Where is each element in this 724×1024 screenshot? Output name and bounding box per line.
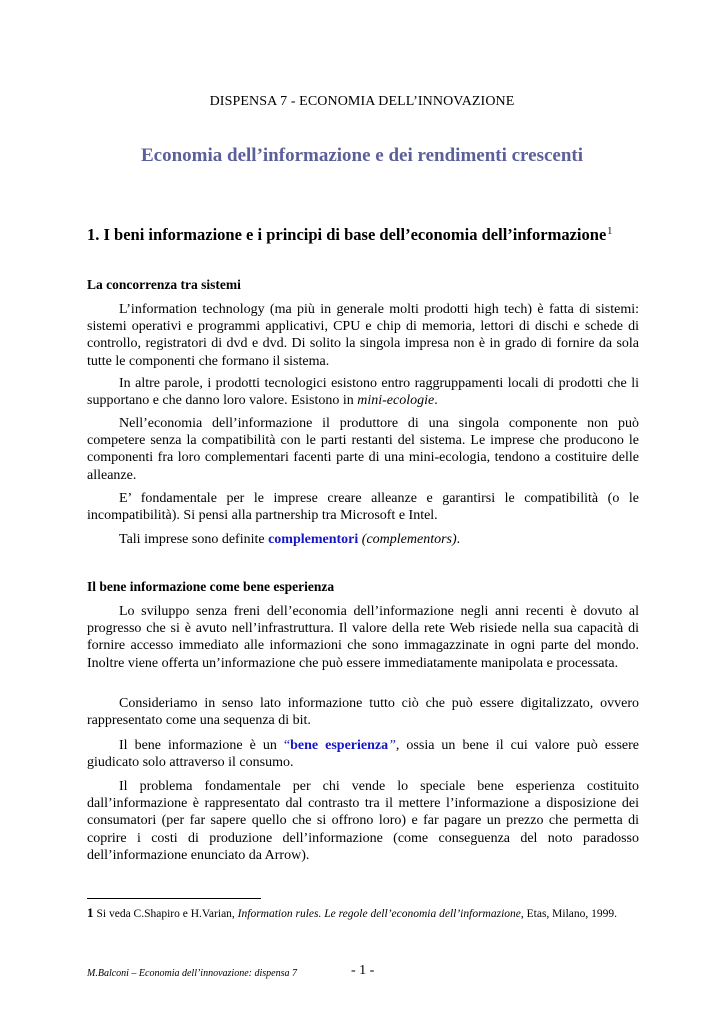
paragraph: Il problema fondamentale per chi vende lo speciale bene esperienza costituito dall’informazione è rappresentato dal contrasto tra il mettere l’informazione a disposizione dei consumatori (per far sapere quello che si offrono loro) e far pagare un prezzo che permetta di coprire i costi di produzione dell’informazione (come conseguenza del noto paradosso dell’informazione enunciato da Arrow). <box>87 779 639 863</box>
book-title: Information rules. Le regole dell’economia dell’informazione <box>237 908 521 920</box>
term-complementori: complementori <box>268 532 359 547</box>
section-heading-text: 1. I beni informazione e i principi di base dell’economia dell’informazione <box>87 225 607 244</box>
footnote-text: Si veda C.Shapiro e H.Varian, <box>96 908 238 920</box>
footnote-separator <box>87 898 261 899</box>
document-title: Economia dell’informazione e dei rendimenti crescenti <box>140 145 584 166</box>
open-quote: “ <box>283 738 291 753</box>
running-header: DISPENSA 7 - ECONOMIA DELL’INNOVAZIONE <box>209 94 515 109</box>
paragraph: L’information technology (ma più in generale molti prodotti high tech) è fatta di sistemi: sistemi operativi e programmi applicativi, CPU e chip di memoria, lettori di dischi e schede di controllo, registratori di dvd e dvd. Di solito la singola impresa non è in grado di fornire da sola tutte le componenti che formano il sistema. <box>87 302 639 369</box>
emphasis-mini-ecologie: mini-ecologie <box>357 393 435 409</box>
footnote-text: , Etas, Milano, 1999. <box>520 908 618 920</box>
term-bene-esperienza: bene esperienza <box>290 738 389 753</box>
subsection-heading-concorrenza: La concorrenza tra sistemi <box>87 277 241 292</box>
paragraph: E’ fondamentale per le imprese creare alleanze e garantirsi le compatibilità (o le incompatibilità). Si pensi alla partnership tra Microsoft e Intel. <box>87 491 639 524</box>
section-heading <box>87 225 647 245</box>
running-footer: M.Balconi – Economia dell’innovazione: dispensa 7 <box>87 968 297 979</box>
paragraph-text: . <box>434 393 438 409</box>
footnote <box>87 906 639 922</box>
paragraph-text: Tali imprese sono definite <box>119 532 269 547</box>
paragraph <box>87 375 639 409</box>
paragraph: Lo sviluppo senza freni dell’economia dell’informazione negli anni recenti è dovuto al progresso che si è avuto nell’infrastruttura. Il valore della rete Web risiede nella sua capacità di fornire accesso immediato alle informazioni che sono immagazzinate in ogni parte del mondo. Inoltre viene offerta un’informazione che può essere immediatamente manipolata e processata. <box>87 604 639 671</box>
paragraph <box>87 737 639 771</box>
term-complementors: (complementors) <box>361 532 457 547</box>
paragraph-text: Il bene informazione è un <box>119 738 284 753</box>
paragraph-text: In altre parole, i prodotti tecnologici esistono entro raggruppamenti locali di prodotti che li supportano e che danno loro valore. Esistono in <box>87 376 639 409</box>
footnote-mark: 1 <box>87 905 94 920</box>
paragraph: Consideriamo in senso lato informazione tutto ciò che può essere digitalizzato, ovvero rappresentato come una sequenza di bit. <box>87 696 639 729</box>
paragraph: Nell’economia dell’informazione il produttore di una singola componente non può competere senza la compatibilità con le parti restanti del sistema. Le imprese che producono le componenti fra loro complementari facenti parte di una mini-ecologia, tendono a costituire delle alleanze. <box>87 416 639 483</box>
close-quote: ” <box>388 738 396 753</box>
paragraph-text: . <box>456 532 461 547</box>
page-number: - 1 - <box>351 963 375 978</box>
footnote-reference: 1 <box>607 226 613 237</box>
paragraph <box>87 531 639 548</box>
paragraph-text: , ossia un bene il cui valore può essere giudicato solo attraverso il consumo. <box>87 738 639 771</box>
subsection-heading-bene-esperienza: Il bene informazione come bene esperienza <box>87 579 335 594</box>
